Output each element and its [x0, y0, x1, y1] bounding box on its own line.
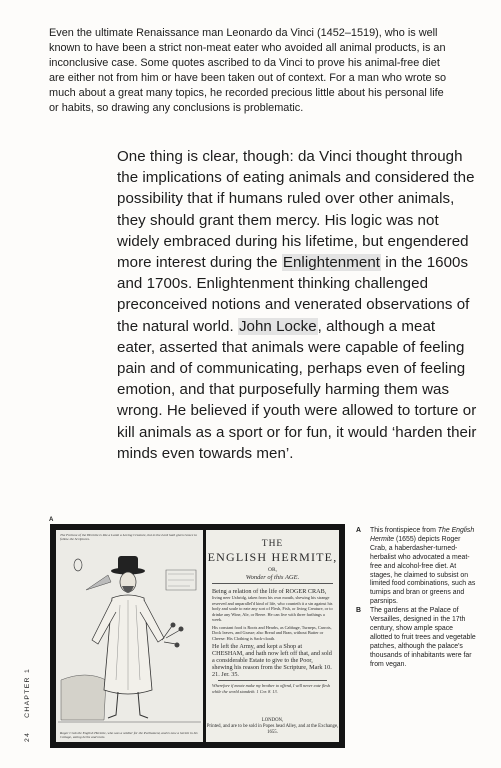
title-page-panel — [206, 530, 339, 742]
figure-captions — [356, 527, 476, 670]
fp-title-the: THE — [261, 539, 284, 549]
fp-body-3: He left the Army, and kept a Shop at CHESHAM, and hath now left off that, and sold a considerable Estate to give to the Poor, shewing his reason from the Scripture, Mark 10. 21. Jer. 35. — [212, 643, 332, 678]
link-john-locke[interactable]: John Locke — [238, 317, 317, 335]
fp-body-1: living neer Uxbridg, taken from his own mouth, shewing his strange reserved and unparallel'd kind of life, who counteth it a sin against his body and soule to eate any sort of Flesh, Fish, or living Creature, or to drinke any Wine, Ale, or Beere. He can live with three farthings a week. — [212, 595, 333, 622]
fp-body — [212, 588, 333, 694]
fp-rule-2 — [218, 680, 327, 681]
caption-b-letter: B — [356, 607, 361, 615]
fp-body-2: His constant food is Roots and Hearbs, as Cabbage, Turneps, Carrots, Dock leaves, and Grasse; also Bread and Bran, without Butter or Cheese: His Clothing is Sack-cloath. — [212, 624, 332, 641]
page-number: 24 — [24, 731, 31, 742]
intro-paragraph: Even the ultimate Renaissance man Leonardo da Vinci (1452–1519), who is well known to have been a strict non-meat eater who avoided all animal products, is an inconclusive case. Some quotes ascribed to da Vinci to prove his animal-free diet are either not from him or have been taken out of context. For a man who wrote so much about a great many topics, he recorded precious little about his personal life or habits, so drawing any conclusions is problematic. — [49, 27, 447, 115]
fp-lead: Being a relation of the life of ROGER CRAB, — [212, 588, 327, 595]
portrait-caption-top: The Fortune of the Hermite is like a Lamb a Loving Creature, but to the Lord hath given Grace to follow the Scriptures. — [60, 533, 197, 541]
hermit-portrait-illustration — [56, 530, 203, 742]
page-folio — [24, 654, 31, 742]
pull-text-3: , although a meat eater, asserted that animals were capable of feeling pain and of communicating, perhaps even of feeling emotion, and that purposefully harming them was wrong. He believed if youth were allowed to torture or kill animals as a sport or for fun, it would ‘harden their minds even towards men’. — [117, 317, 477, 462]
frontispiece-figure — [50, 524, 345, 748]
fp-wonder: Wonder of this AGE. — [245, 574, 300, 581]
link-enlightenment[interactable]: Enlightenment — [282, 254, 381, 272]
fp-or: OR, — [267, 567, 277, 573]
fp-imprint — [206, 718, 339, 736]
fp-rule — [212, 583, 333, 584]
caption-b — [356, 607, 476, 669]
caption-b-text: The gardens at the Palace of Versailles, designed in the 17th century, show ample space allotted to fruit trees and vegetable patches, although the palace's thousands of inhabitants were far from vegan. — [370, 607, 476, 668]
chapter-label: CHAPTER 1 — [24, 667, 31, 718]
figure-label: A — [49, 517, 54, 523]
fp-title-main: ENGLISH HERMITE, — [207, 550, 338, 564]
pull-text-1: One thing is clear, though: da Vinci thought through the implications of eating animals and considered the possibility that if humans ruled over other animals, they should grant them mercy. His logic was not widely embraced during his lifetime, but engendered more interest during the — [117, 148, 475, 272]
caption-a-pre: This frontispiece from — [370, 527, 438, 534]
caption-a-letter: A — [356, 527, 361, 534]
caption-a-post: (1655) depicts Roger Crab, a haberdasher-turned-herbalist who advocated a meat-free and alcohol-free diet. At stages, he claimed to subsist on limited food combinations, such as turnips and bran or greens and parsnips. — [370, 535, 476, 606]
fp-imprint-detail: Printed, and are to be sold in Popes head Alley, and at the Exchange, 1655. — [206, 724, 339, 735]
pull-text-2: in the 1600s and 1700s. Enlightenment thinking challenged preconceived notions and venerated observations of the natural world. — [117, 254, 470, 335]
caption-a-title: The English Hermite — [370, 527, 475, 543]
portrait-caption-bottom: Roger Crab the English Hermite, who was a soldier for the Parliament, and is now a hermit in his Cottage, eating herbs and roots. — [60, 731, 198, 739]
pull-quote — [117, 146, 477, 464]
fp-imprint-city: LONDON, — [261, 718, 284, 723]
fp-verse: Wherefore if meate make my brother to offend, I will never eate flesh while the world standeth. 1 Cor. 8. 13. — [212, 683, 331, 694]
caption-a — [356, 527, 476, 607]
hermit-portrait-panel — [56, 530, 203, 742]
